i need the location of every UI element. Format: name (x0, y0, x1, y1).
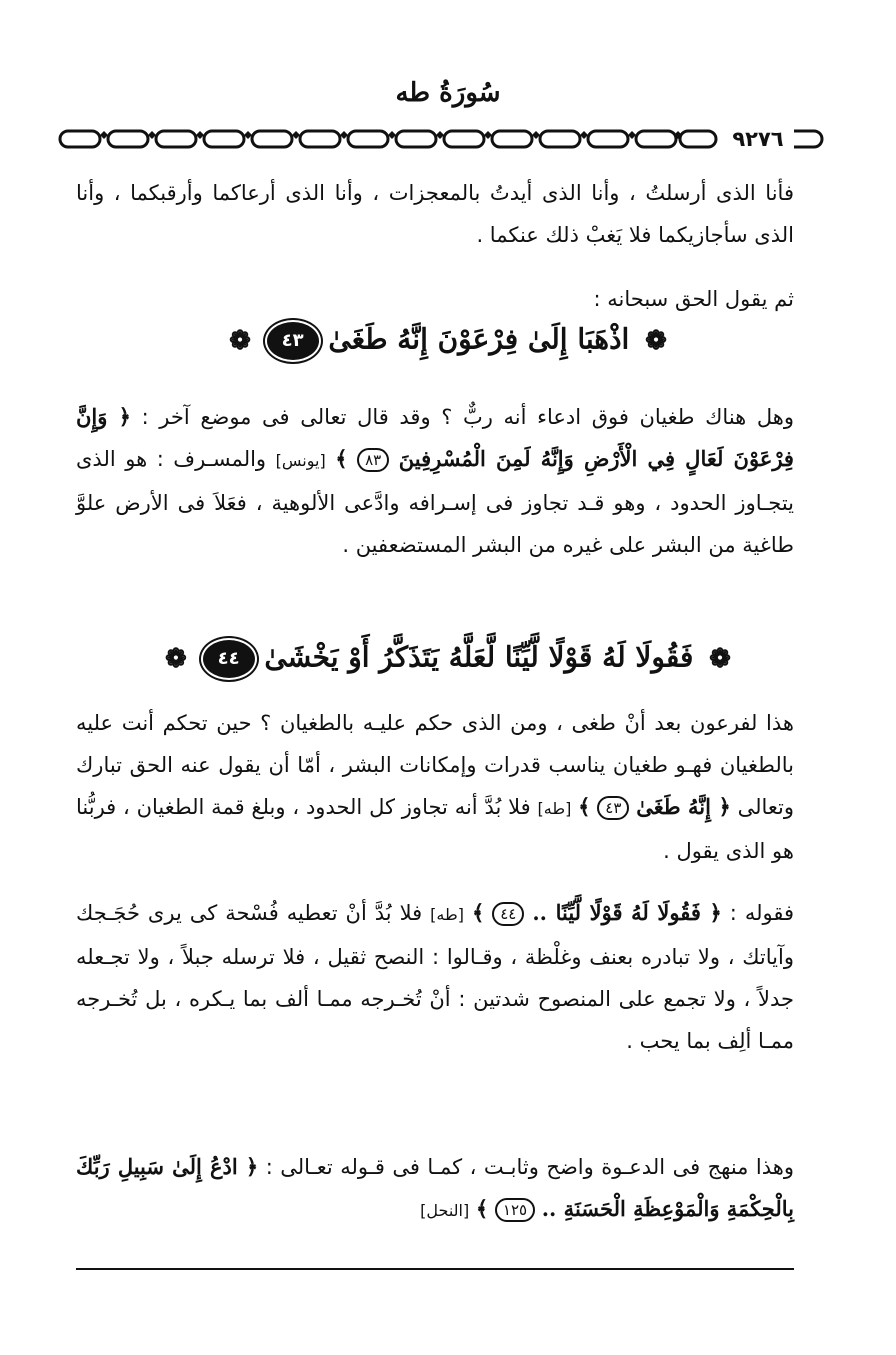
ayah-number-83: ٨٣ (357, 448, 389, 472)
surah-reference-yunus: [يونس] (275, 451, 326, 470)
paragraph-5-text (76, 892, 794, 1062)
verse-43-line (0, 322, 896, 360)
paragraph-3-text (76, 396, 794, 566)
quran-quote-nahl: ﴿ ادْعُ إِلَىٰ سَبِيلِ رَبِّكَ بِالْحِكْمَةِ وَالْمَوْعِظَةِ الْحَسَنَةِ .. (76, 1154, 794, 1221)
verse-43-number: ٤٣ (267, 322, 319, 360)
verse-ornament-icon: ❁ (645, 325, 667, 356)
verse-44-line (0, 640, 896, 678)
verse-44-number: ٤٤ (203, 640, 255, 678)
verse-ornament-icon: ❁ (229, 325, 251, 356)
quote-close-bracket: ﴾ (578, 794, 591, 819)
paragraph-4-intro: هذا لفرعون بعد أنْ طغى ، ومن الذى حكم عليـه بالطغيان ؟ حين تحكم أنت عليه بالطغيان فهـو طغيان يناسب قدرات وإمكانات البشر ، أمّا أن يقول عنه الحق تبارك وتعالى (76, 711, 794, 819)
ayah-number-44: ٤٤ (492, 902, 524, 926)
paragraph-3-intro: وهل هناك طغيان فوق ادعاء أنه ربٌّ ؟ وقد قال تعالى فى موضع آخر : (141, 405, 794, 429)
header-ornament-band (58, 124, 824, 154)
quran-quote-yunus: ﴿ وَإِنَّ فِرْعَوْنَ لَعَالٍ فِي الْأَرْضِ وَإِنَّهُ لَمِنَ الْمُسْرِفِينَ (76, 404, 794, 471)
paragraph-4 (76, 702, 794, 872)
ayah-number-43: ٤٣ (597, 796, 629, 820)
surah-title: سُورَةُ طه (395, 78, 501, 108)
page-number: ٩٢٧٦ (722, 124, 794, 154)
paragraph-1-text: فأنا الذى أرسلتُ ، وأنا الذى أيدتُ بالمعجزات ، وأنا الذى أرعاكما وأرقبكما ، وأنا الذى سأجازيكما فلا يَغبْ ذلك عنكما . (76, 181, 794, 247)
paragraph-2-text: ثم يقول الحق سبحانه : (593, 287, 794, 311)
verse-43-text: اذْهَبَا إِلَىٰ فِرْعَوْنَ إِنَّهُ طَغَىٰ (328, 322, 630, 356)
paragraph-3-body: والمسـرف : هو الذى يتجـاوز الحدود ، وهو قـد تجاوز فى إسـرافه وادَّعى الألوهية ، فعَلاَ فى الأرض علوَّ طاغية من البشر على غيره من البشر المستضعفين . (76, 447, 794, 557)
paragraph-5 (76, 892, 794, 1062)
quran-quote-taha-44: ﴿ فَقُولَا لَهُ قَوْلًا لَّيِّنًا .. (532, 900, 722, 925)
paragraph-4-body: فلا بُدَّ أنه تجاوز كل الحدود ، وبلغ قمة الطغيان ، فربُّنا هو الذى يقول . (76, 795, 794, 863)
surah-reference-nahl: [النحل] (420, 1201, 470, 1220)
verse-44-text: فَقُولَا لَهُ قَوْلًا لَّيِّنًا لَّعَلَّهُ يَتَذَكَّرُ أَوْ يَخْشَىٰ (264, 640, 694, 674)
paragraph-1 (76, 172, 794, 256)
paragraph-3 (76, 396, 794, 566)
paragraph-2 (76, 278, 794, 320)
ayah-number-125: ١٢٥ (495, 1198, 535, 1222)
paragraph-4-text (76, 702, 794, 872)
paragraph-6 (76, 1146, 794, 1232)
verse-ornament-icon: ❁ (709, 643, 731, 674)
surah-reference-taha: [طه] (537, 799, 572, 818)
paragraph-6-text (76, 1146, 794, 1232)
quote-close-bracket: ﴾ (335, 446, 348, 471)
paragraph-6-intro: وهذا منهج فى الدعـوة واضح وثابـت ، كمـا فى قـوله تعـالى : (265, 1155, 795, 1179)
paragraph-5-body: فلا بُدَّ أنْ تعطيه فُسْحة كى يرى حُجَـجك وآياتك ، ولا تبادره بعنف وغلْظة ، وقـالوا : النصح ثقيل ، فلا ترسله جبلاً ، ولا تجـعله جدلاً ، ولا تجمع على المنصوح شدتين : أنْ تُخـرجه ممـا ألف بما يـكره ، بل تُخـرجه ممـا ألِف بما يحب . (76, 901, 794, 1053)
quote-close-bracket: ﴾ (471, 900, 485, 925)
paragraph-5-intro: فقوله : (729, 901, 794, 925)
footer-rule (76, 1268, 794, 1270)
verse-ornament-icon: ❁ (165, 643, 187, 674)
surah-reference-taha: [طه] (430, 905, 464, 924)
quote-close-bracket: ﴾ (475, 1196, 489, 1221)
quran-quote-taha-43: ﴿ إِنَّهُ طَغَىٰ (636, 794, 731, 819)
